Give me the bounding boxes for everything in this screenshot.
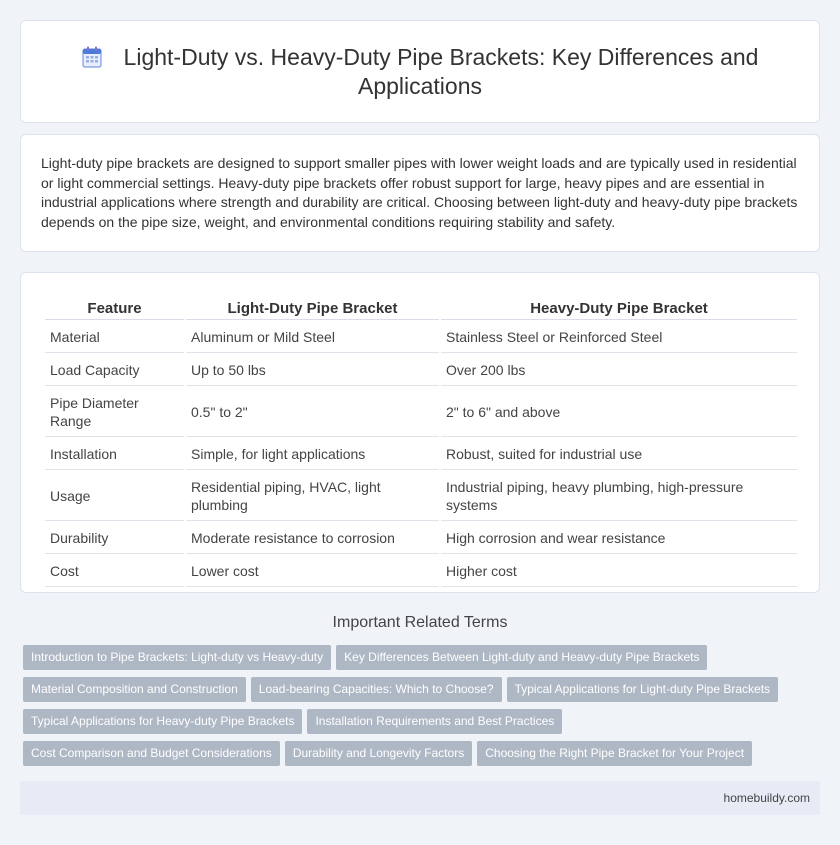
footer (20, 781, 820, 815)
row-light-duty: Residential piping, HVAC, light plumbing (186, 472, 439, 521)
row-light-duty: Moderate resistance to corrosion (186, 523, 439, 554)
related-term-tag[interactable]: Key Differences Between Light-duty and Heavy-duty Pipe Brackets (336, 645, 707, 670)
related-terms-list (23, 645, 823, 773)
related-term-tag[interactable]: Installation Requirements and Best Practices (307, 709, 562, 734)
related-term-tag[interactable]: Typical Applications for Heavy-duty Pipe Brackets (23, 709, 302, 734)
related-terms-heading: Important Related Terms (332, 614, 508, 631)
comparison-table (43, 295, 799, 589)
row-light-duty: Up to 50 lbs (186, 355, 439, 386)
header-feature: Feature (45, 297, 184, 320)
row-light-duty: Aluminum or Mild Steel (186, 322, 439, 353)
footer-site-link[interactable]: homebuildy.com (723, 791, 810, 805)
header-heavy-duty: Heavy-Duty Pipe Bracket (441, 297, 797, 320)
related-term-tag[interactable]: Load-bearing Capacities: Which to Choose? (251, 677, 502, 702)
row-heavy-duty: Over 200 lbs (441, 355, 797, 386)
related-term-tag[interactable]: Durability and Longevity Factors (285, 741, 472, 766)
table-header-row (45, 297, 797, 320)
table-row (45, 472, 797, 521)
row-heavy-duty: High corrosion and wear resistance (441, 523, 797, 554)
title-line-1: Light-Duty vs. Heavy-Duty Pipe Brackets: Key Differences and (123, 43, 759, 70)
calendar-icon (82, 46, 102, 68)
row-feature: Load Capacity (45, 355, 184, 386)
row-light-duty: Simple, for light applications (186, 439, 439, 470)
title-line-2: Applications (357, 72, 483, 99)
table-row (45, 556, 797, 587)
intro-card (20, 134, 820, 252)
row-heavy-duty: Robust, suited for industrial use (441, 439, 797, 470)
related-term-tag[interactable]: Choosing the Right Pipe Bracket for Your Project (477, 741, 752, 766)
related-term-tag[interactable]: Material Composition and Construction (23, 677, 246, 702)
title-card (20, 20, 820, 123)
row-light-duty: Lower cost (186, 556, 439, 587)
row-heavy-duty: Higher cost (441, 556, 797, 587)
row-feature: Cost (45, 556, 184, 587)
comparison-card (20, 272, 820, 593)
table-row (45, 355, 797, 386)
row-feature: Pipe Diameter Range (45, 388, 184, 437)
row-feature: Installation (45, 439, 184, 470)
related-term-tag[interactable]: Introduction to Pipe Brackets: Light-duty vs Heavy-duty (23, 645, 331, 670)
intro-text: Light-duty pipe brackets are designed to support smaller pipes with lower weight loads and are typically used in residential or light commercial settings. Heavy-duty pipe brackets offer robust support for large, heavy pipes and are essential in industrial applications where strength and durability are critical. Choosing between light-duty and heavy-duty pipe brackets depends on the pipe size, weight, and environmental conditions requiring stability and safety. (41, 155, 798, 230)
row-heavy-duty: 2" to 6" and above (441, 388, 797, 437)
row-heavy-duty: Industrial piping, heavy plumbing, high-pressure systems (441, 472, 797, 521)
header-light-duty: Light-Duty Pipe Bracket (186, 297, 439, 320)
row-feature: Material (45, 322, 184, 353)
row-heavy-duty: Stainless Steel or Reinforced Steel (441, 322, 797, 353)
table-row (45, 388, 797, 437)
row-feature: Durability (45, 523, 184, 554)
related-term-tag[interactable]: Cost Comparison and Budget Considerations (23, 741, 280, 766)
table-row (45, 439, 797, 470)
table-row (45, 523, 797, 554)
page-title (82, 43, 759, 101)
row-feature: Usage (45, 472, 184, 521)
related-term-tag[interactable]: Typical Applications for Light-duty Pipe Brackets (507, 677, 778, 702)
row-light-duty: 0.5" to 2" (186, 388, 439, 437)
table-row (45, 322, 797, 353)
